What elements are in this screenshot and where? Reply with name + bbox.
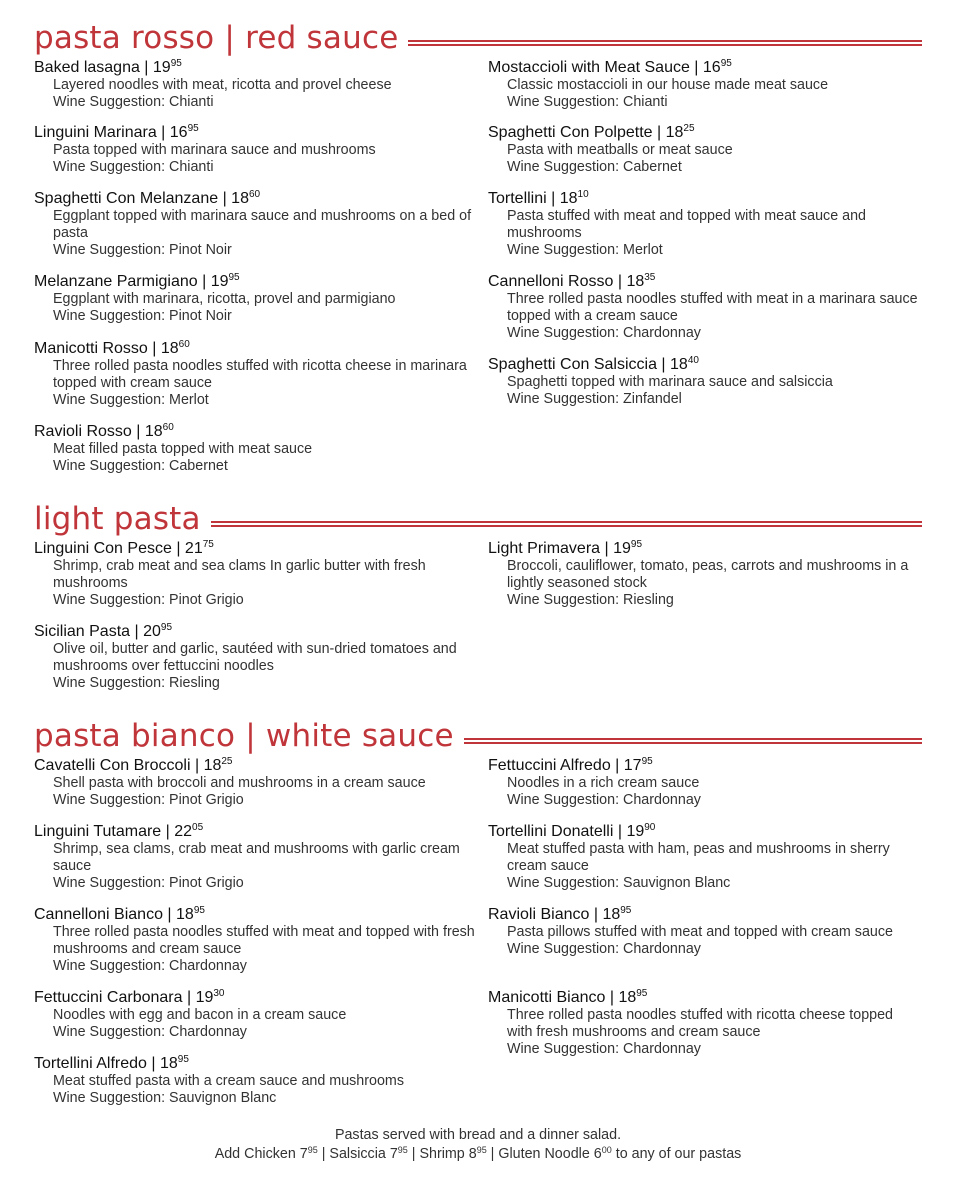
item-description: Pasta topped with marinara sauce and mushrooms bbox=[53, 142, 376, 158]
item-wine-suggestion: Wine Suggestion: Chianti bbox=[53, 159, 214, 175]
item-heading: Cannelloni Bianco | $18^{95}$ bbox=[34, 905, 205, 923]
item-price: $19^{95}$ bbox=[152, 58, 182, 76]
item-description: Three rolled pasta noodles stuffed with ricotta cheese topped with fresh mushrooms and cream sauce bbox=[507, 1007, 893, 1040]
section-title: pasta bianco | white sauce bbox=[34, 718, 454, 754]
item-description: Shrimp, sea clams, crab meat and mushrooms with garlic cream sauce bbox=[53, 841, 460, 874]
menu-item bbox=[488, 355, 922, 408]
item-description: Pasta pillows stuffed with meat and topped with cream sauce bbox=[507, 924, 893, 940]
menu-item bbox=[34, 272, 488, 325]
section-header bbox=[34, 499, 922, 539]
item-description: Three rolled pasta noodles stuffed with ricotta cheese in marinara topped with cream sauce bbox=[53, 358, 467, 391]
item-name: Spaghetti Con Salsiccia bbox=[488, 356, 657, 373]
item-price: $18^{25}$ bbox=[203, 756, 233, 774]
menu-item bbox=[34, 1054, 488, 1107]
item-description: Shrimp, crab meat and sea clams In garlic butter with fresh mushrooms bbox=[53, 558, 426, 591]
item-description: Three rolled pasta noodles stuffed with meat and topped with fresh mushrooms and cream sauce bbox=[53, 924, 475, 957]
item-heading: Cavatelli Con Broccoli | $18^{25}$ bbox=[34, 756, 233, 774]
menu-item bbox=[488, 58, 922, 111]
item-heading: Linguini Marinara | $16^{95}$ bbox=[34, 123, 199, 141]
item-name: Tortellini bbox=[488, 190, 547, 207]
item-heading: Tortellini Alfredo | $18^{95}$ bbox=[34, 1054, 189, 1072]
menu-item bbox=[34, 622, 488, 692]
section-title: light pasta bbox=[34, 501, 201, 537]
item-heading: Linguini Tutamare | $22^{05}$ bbox=[34, 822, 204, 840]
menu-item bbox=[488, 905, 922, 958]
section-divider bbox=[464, 738, 922, 744]
footer-line-1: Pastas served with bread and a dinner salad. bbox=[334, 1127, 622, 1143]
menu-item bbox=[34, 756, 488, 809]
addon-chicken: Chicken $7^{95}$ bbox=[244, 1145, 318, 1162]
item-wine-suggestion: Wine Suggestion: Chianti bbox=[53, 94, 214, 110]
item-heading: Spaghetti Con Polpette | $18^{25}$ bbox=[488, 123, 695, 141]
section-title: pasta rosso | red sauce bbox=[34, 20, 399, 56]
item-description: Noodles in a rich cream sauce bbox=[507, 775, 700, 791]
item-wine-suggestion: Wine Suggestion: Chianti bbox=[507, 94, 668, 110]
addon-shrimp: Shrimp $8^{95}$ bbox=[419, 1145, 487, 1162]
section-divider bbox=[408, 40, 922, 46]
item-name: Tortellini Donatelli bbox=[488, 823, 614, 840]
item-wine-suggestion: Wine Suggestion: Pinot Grigio bbox=[53, 875, 244, 891]
item-wine-suggestion: Wine Suggestion: Cabernet bbox=[53, 458, 228, 474]
addon-gluten-noodle: Gluten Noodle $6^{00}$ bbox=[498, 1145, 612, 1162]
item-wine-suggestion: Wine Suggestion: Chardonnay bbox=[53, 1024, 247, 1040]
item-heading: Manicotti Bianco | $18^{95}$ bbox=[488, 988, 648, 1006]
menu-item bbox=[488, 539, 922, 609]
item-heading: Spaghetti Con Melanzane | $18^{60}$ bbox=[34, 189, 261, 207]
item-description: Noodles with egg and bacon in a cream sauce bbox=[53, 1007, 347, 1023]
item-name: Sicilian Pasta bbox=[34, 623, 131, 640]
menu-item bbox=[34, 422, 488, 475]
item-description: Three rolled pasta noodles stuffed with meat in a marinara sauce topped with a cream sauce bbox=[507, 291, 918, 324]
section-divider bbox=[211, 521, 922, 527]
item-wine-suggestion: Wine Suggestion: Merlot bbox=[53, 392, 209, 408]
item-price: $17^{95}$ bbox=[623, 756, 653, 774]
item-name: Spaghetti Con Polpette bbox=[488, 124, 653, 141]
item-wine-suggestion: Wine Suggestion: Riesling bbox=[53, 675, 220, 691]
item-name: Melanzane Parmigiano bbox=[34, 273, 198, 290]
item-wine-suggestion: Wine Suggestion: Pinot Noir bbox=[53, 308, 232, 324]
item-description: Meat stuffed pasta with a cream sauce and mushrooms bbox=[53, 1073, 404, 1089]
item-description: Broccoli, cauliflower, tomato, peas, carrots and mushrooms in a lightly seasoned stock bbox=[507, 558, 909, 591]
section-pasta-rosso bbox=[34, 18, 922, 474]
item-description: Olive oil, butter and garlic, sautéed with sun-dried tomatoes and mushrooms over fettuccini noodles bbox=[53, 641, 457, 674]
item-name: Fettuccini Carbonara bbox=[34, 989, 183, 1006]
item-name: Baked lasagna bbox=[34, 59, 140, 76]
menu-item bbox=[34, 58, 488, 111]
item-description: Pasta with meatballs or meat sauce bbox=[507, 142, 733, 158]
item-name: Manicotti Rosso bbox=[34, 340, 148, 357]
item-heading: Melanzane Parmigiano | $19^{95}$ bbox=[34, 272, 240, 290]
menu-item bbox=[488, 123, 922, 176]
item-price: $19^{95}$ bbox=[210, 272, 240, 290]
item-wine-suggestion: Wine Suggestion: Zinfandel bbox=[507, 391, 682, 407]
item-heading: Tortellini | $18^{10}$ bbox=[488, 189, 589, 207]
menu-item bbox=[488, 756, 922, 809]
item-heading: Ravioli Rosso | $18^{60}$ bbox=[34, 422, 174, 440]
menu-item bbox=[34, 189, 488, 259]
item-price: $22^{05}$ bbox=[174, 822, 204, 840]
item-name: Linguini Tutamare bbox=[34, 823, 162, 840]
section-pasta-bianco bbox=[34, 716, 922, 1106]
item-wine-suggestion: Wine Suggestion: Chardonnay bbox=[507, 1041, 701, 1057]
menu-item bbox=[488, 822, 922, 892]
item-heading: Mostaccioli with Meat Sauce | $16^{95}$ bbox=[488, 58, 732, 76]
item-wine-suggestion: Wine Suggestion: Cabernet bbox=[507, 159, 682, 175]
item-price: $18^{60}$ bbox=[231, 189, 261, 207]
item-wine-suggestion: Wine Suggestion: Chardonnay bbox=[53, 958, 247, 974]
item-name: Spaghetti Con Melanzane bbox=[34, 190, 219, 207]
item-heading: Light Primavera | $19^{95}$ bbox=[488, 539, 643, 557]
item-description: Eggplant topped with marinara sauce and mushrooms on a bed of pasta bbox=[53, 208, 472, 241]
item-name: Cavatelli Con Broccoli bbox=[34, 757, 191, 774]
item-price: $18^{40}$ bbox=[670, 355, 699, 373]
item-price: $20^{95}$ bbox=[143, 622, 173, 640]
item-name: Linguini Marinara bbox=[34, 124, 157, 141]
item-price: $18^{60}$ bbox=[144, 422, 174, 440]
item-wine-suggestion: Wine Suggestion: Pinot Grigio bbox=[53, 592, 244, 608]
item-name: Tortellini Alfredo bbox=[34, 1055, 147, 1072]
item-heading: Fettuccini Alfredo | $17^{95}$ bbox=[488, 756, 653, 774]
item-wine-suggestion: Wine Suggestion: Chardonnay bbox=[507, 941, 701, 957]
section-light-pasta bbox=[34, 499, 922, 691]
item-wine-suggestion: Wine Suggestion: Sauvignon Blanc bbox=[507, 875, 731, 891]
item-name: Fettuccini Alfredo bbox=[488, 757, 611, 774]
item-price: $21^{75}$ bbox=[184, 539, 214, 557]
item-name: Mostaccioli with Meat Sauce bbox=[488, 59, 690, 76]
menu-item bbox=[488, 988, 922, 1058]
footer-line-2: Add Chicken $7^{95}$ | Salsiccia $7^{95}$ | Shrimp $8^{95}$ | Gluten Noodle $6^{00}$ to any of our pastas bbox=[214, 1145, 742, 1162]
item-price: $16^{95}$ bbox=[702, 58, 732, 76]
menu-item bbox=[34, 123, 488, 176]
item-description: Meat filled pasta topped with meat sauce bbox=[53, 441, 313, 457]
item-price: $19^{95}$ bbox=[613, 539, 643, 557]
item-price: $19^{90}$ bbox=[626, 822, 656, 840]
item-heading: Sicilian Pasta | $20^{95}$ bbox=[34, 622, 173, 640]
section-header bbox=[34, 18, 922, 58]
menu-item bbox=[34, 905, 488, 975]
item-heading: Ravioli Bianco | $18^{95}$ bbox=[488, 905, 632, 923]
item-heading: Fettuccini Carbonara | $19^{30}$ bbox=[34, 988, 225, 1006]
item-heading: Baked lasagna | $19^{95}$ bbox=[34, 58, 182, 76]
item-name: Cannelloni Rosso bbox=[488, 273, 614, 290]
item-description: Meat stuffed pasta with ham, peas and mushrooms in sherry cream sauce bbox=[507, 841, 890, 874]
item-name: Light Primavera bbox=[488, 540, 601, 557]
item-price: $18^{95}$ bbox=[176, 905, 205, 923]
menu-item bbox=[34, 539, 488, 609]
item-wine-suggestion: Wine Suggestion: Chardonnay bbox=[507, 325, 701, 341]
item-description: Shell pasta with broccoli and mushrooms in a cream sauce bbox=[53, 775, 426, 791]
menu-item bbox=[488, 272, 922, 342]
menu-item bbox=[34, 339, 488, 409]
item-heading: Cannelloni Rosso | $18^{35}$ bbox=[488, 272, 656, 290]
item-name: Ravioli Rosso bbox=[34, 423, 132, 440]
menu-item bbox=[34, 988, 488, 1041]
item-price: $18^{95}$ bbox=[160, 1054, 189, 1072]
item-wine-suggestion: Wine Suggestion: Chardonnay bbox=[507, 792, 701, 808]
item-price: $18^{95}$ bbox=[602, 905, 632, 923]
item-name: Linguini Con Pesce bbox=[34, 540, 172, 557]
item-description: Classic mostaccioli in our house made meat sauce bbox=[507, 77, 829, 93]
item-wine-suggestion: Wine Suggestion: Pinot Noir bbox=[53, 242, 232, 258]
section-header bbox=[34, 716, 922, 756]
item-name: Manicotti Bianco bbox=[488, 989, 606, 1006]
item-name: Ravioli Bianco bbox=[488, 906, 590, 923]
item-heading: Tortellini Donatelli | $19^{90}$ bbox=[488, 822, 656, 840]
item-description: Eggplant with marinara, ricotta, provel and parmigiano bbox=[53, 291, 396, 307]
item-price: $19^{30}$ bbox=[195, 988, 225, 1006]
item-description: Spaghetti topped with marinara sauce and salsiccia bbox=[507, 374, 833, 390]
item-price: $18^{35}$ bbox=[626, 272, 656, 290]
item-description: Layered noodles with meat, ricotta and provel cheese bbox=[53, 77, 392, 93]
item-heading: Linguini Con Pesce | $21^{75}$ bbox=[34, 539, 214, 557]
item-price: $18^{95}$ bbox=[618, 988, 648, 1006]
item-description: Pasta stuffed with meat and topped with meat sauce and mushrooms bbox=[507, 208, 866, 241]
footer-note bbox=[0, 1126, 956, 1164]
addon-salsiccia: Salsiccia $7^{95}$ bbox=[329, 1145, 408, 1162]
item-heading: Spaghetti Con Salsiccia | $18^{40}$ bbox=[488, 355, 699, 373]
menu-item bbox=[34, 822, 488, 892]
item-price: $16^{95}$ bbox=[169, 123, 199, 141]
item-name: Cannelloni Bianco bbox=[34, 906, 163, 923]
menu-item bbox=[488, 189, 922, 259]
item-wine-suggestion: Wine Suggestion: Pinot Grigio bbox=[53, 792, 244, 808]
item-heading: Manicotti Rosso | $18^{60}$ bbox=[34, 339, 190, 357]
item-wine-suggestion: Wine Suggestion: Sauvignon Blanc bbox=[53, 1090, 277, 1106]
item-wine-suggestion: Wine Suggestion: Merlot bbox=[507, 242, 663, 258]
item-price: $18^{25}$ bbox=[665, 123, 695, 141]
item-wine-suggestion: Wine Suggestion: Riesling bbox=[507, 592, 674, 608]
item-price: $18^{10}$ bbox=[559, 189, 589, 207]
item-price: $18^{60}$ bbox=[160, 339, 190, 357]
